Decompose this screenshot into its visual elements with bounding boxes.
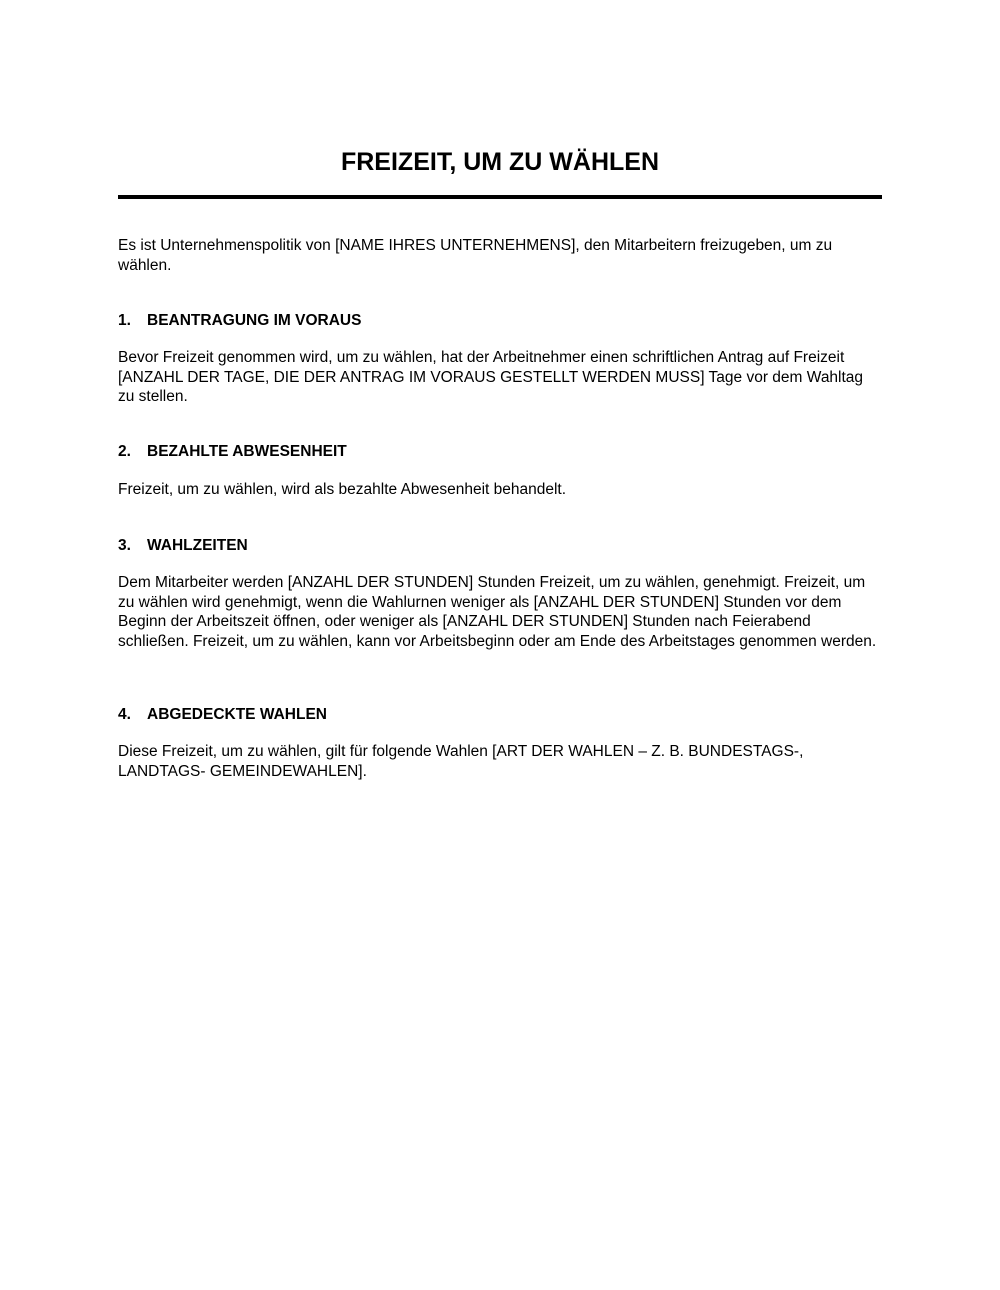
section-text-1: Bevor Freizeit genommen wird, um zu wählen, hat der Arbeitnehmer einen schriftlichen Antrag auf Freizeit [ANZAHL DER TAGE, DIE DER ANTRAG IM VORAUS GESTELLT WERDEN MUSS] Tage vor dem Wahltag zu stellen. xyxy=(118,349,864,405)
section-title: ABGEDECKTE WAHLEN xyxy=(147,706,327,723)
title-divider xyxy=(118,195,882,199)
section-title: BEZAHLTE ABWESENHEIT xyxy=(147,443,347,460)
section-text-2: Freizeit, um zu wählen, wird als bezahlte Abwesenheit behandelt. xyxy=(118,481,567,498)
document-title: FREIZEIT, UM ZU WÄHLEN xyxy=(340,148,660,176)
section-text-3: Dem Mitarbeiter werden [ANZAHL DER STUNDEN] Stunden Freizeit, um zu wählen, genehmigt. Freizeit, um zu wählen wird genehmigt, wenn die Wahlurnen weniger als [ANZAHL DER STUNDEN] Stunden vor dem Beginn der Arbeitszeit öffnen, oder weniger als [ANZAHL DER STUNDEN] Stunden nach Feierabend schließen. Freizeit, um zu wählen, kann vor Arbeitsbeginn oder am Ende des Arbeitstages genommen werden. xyxy=(118,574,877,650)
section-heading-4 xyxy=(118,706,327,724)
section-heading-2 xyxy=(118,443,347,461)
section-heading-3 xyxy=(118,537,248,555)
section-title: BEANTRAGUNG IM VORAUS xyxy=(147,312,362,329)
intro-paragraph: Es ist Unternehmenspolitik von [NAME IHRES UNTERNEHMENS], den Mitarbeitern freizugeben, um zu wählen. xyxy=(118,237,833,274)
section-number: 4. xyxy=(118,706,131,723)
section-number: 2. xyxy=(118,443,131,460)
section-number: 3. xyxy=(118,537,131,554)
section-heading-1 xyxy=(118,312,361,330)
section-text-4: Diese Freizeit, um zu wählen, gilt für folgende Wahlen [ART DER WAHLEN – Z. B. BUNDESTAGS-, LANDTAGS- GEMEINDEWAHLEN]. xyxy=(118,743,804,780)
section-number: 1. xyxy=(118,312,131,329)
section-title: WAHLZEITEN xyxy=(147,537,248,554)
